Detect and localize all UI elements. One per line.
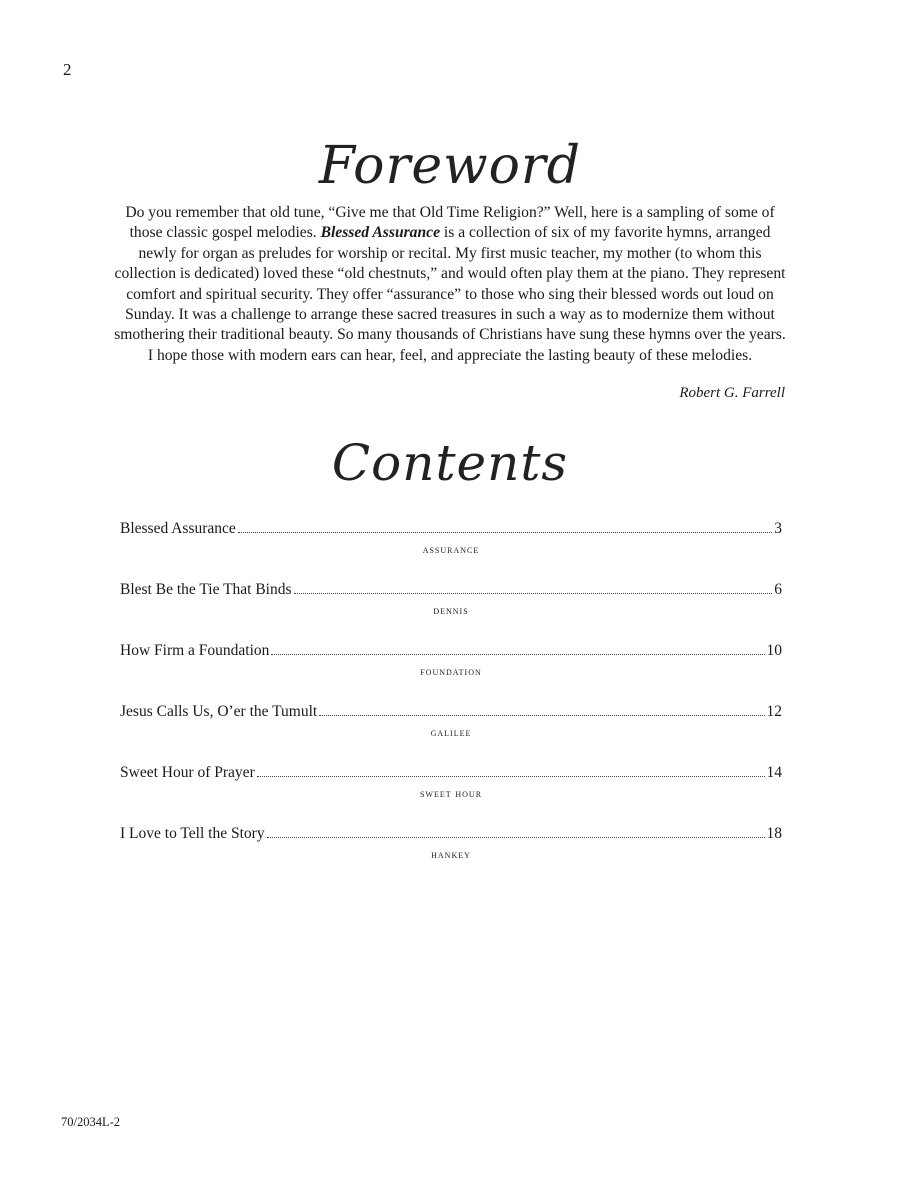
foreword-signature: Robert G. Farrell	[679, 385, 785, 401]
toc-item-page: 6	[774, 581, 782, 598]
toc-item-page: 3	[774, 520, 782, 537]
toc-line	[120, 701, 782, 723]
toc-leader-dots	[267, 837, 765, 838]
toc-item-title: Blessed Assurance	[120, 520, 236, 537]
foreword-text-after: is a collection of six of my favorite hymns, arranged newly for organ as preludes for worship or recital. My first music teacher, my mother (to whom this collection is dedicated) loved these “old chestnuts,” and would often play them at the piano. They represent comfort and spiritual security. They offer “assurance” to those who sing their blessed words out loud on Sunday. It was a challenge to arrange these sacred treasures in such a way as to modernize them without smothering their traditional beauty. So many thousands of Christians have sung these hymns over the years. I hope those with modern ears can hear, feel, and appreciate the lasting beauty of these melodies.	[114, 224, 786, 364]
foreword-title: Foreword	[318, 136, 582, 196]
page-number: 2	[63, 60, 72, 79]
toc-item	[120, 762, 782, 823]
toc-leader-dots	[294, 593, 773, 594]
catalog-number: 70/2034L-2	[61, 1115, 121, 1129]
toc-item-tune: galilee	[430, 727, 472, 739]
foreword-emphasis: Blessed Assurance	[320, 224, 440, 242]
toc-item-page: 14	[766, 764, 782, 781]
toc-line	[120, 823, 782, 845]
toc-item	[120, 579, 782, 640]
foreword-text-before: Do you remember that old tune, “Give me that Old Time Religion?” Well, here is a sampling of some of those classic gospel melodies.	[125, 204, 775, 242]
toc-item-tune: sweet hour	[419, 788, 483, 800]
toc-item-page: 18	[766, 825, 782, 842]
toc-item-tune: assurance	[422, 544, 480, 556]
toc-item-tune: dennis	[433, 605, 469, 617]
table-of-contents	[120, 518, 782, 884]
toc-item-title: Jesus Calls Us, O’er the Tumult	[120, 703, 318, 720]
toc-item	[120, 518, 782, 579]
toc-line	[120, 579, 782, 601]
toc-item-page: 12	[766, 703, 782, 720]
toc-leader-dots	[257, 776, 765, 777]
toc-line	[120, 518, 782, 540]
toc-line	[120, 762, 782, 784]
toc-item-title: I Love to Tell the Story	[120, 825, 265, 842]
toc-item-title: Sweet Hour of Prayer	[120, 764, 255, 781]
toc-item-title: Blest Be the Tie That Binds	[120, 581, 292, 598]
toc-leader-dots	[319, 715, 764, 716]
toc-item-title: How Firm a Foundation	[120, 642, 270, 659]
contents-title: Contents	[331, 434, 569, 492]
toc-leader-dots	[238, 532, 772, 533]
toc-item-page: 10	[766, 642, 782, 659]
toc-item	[120, 640, 782, 701]
toc-leader-dots	[271, 654, 764, 655]
foreword-body	[112, 203, 788, 366]
toc-item-tune: hankey	[431, 849, 471, 861]
toc-item-tune: foundation	[420, 666, 482, 678]
toc-line	[120, 640, 782, 662]
toc-item	[120, 701, 782, 762]
toc-item	[120, 823, 782, 884]
